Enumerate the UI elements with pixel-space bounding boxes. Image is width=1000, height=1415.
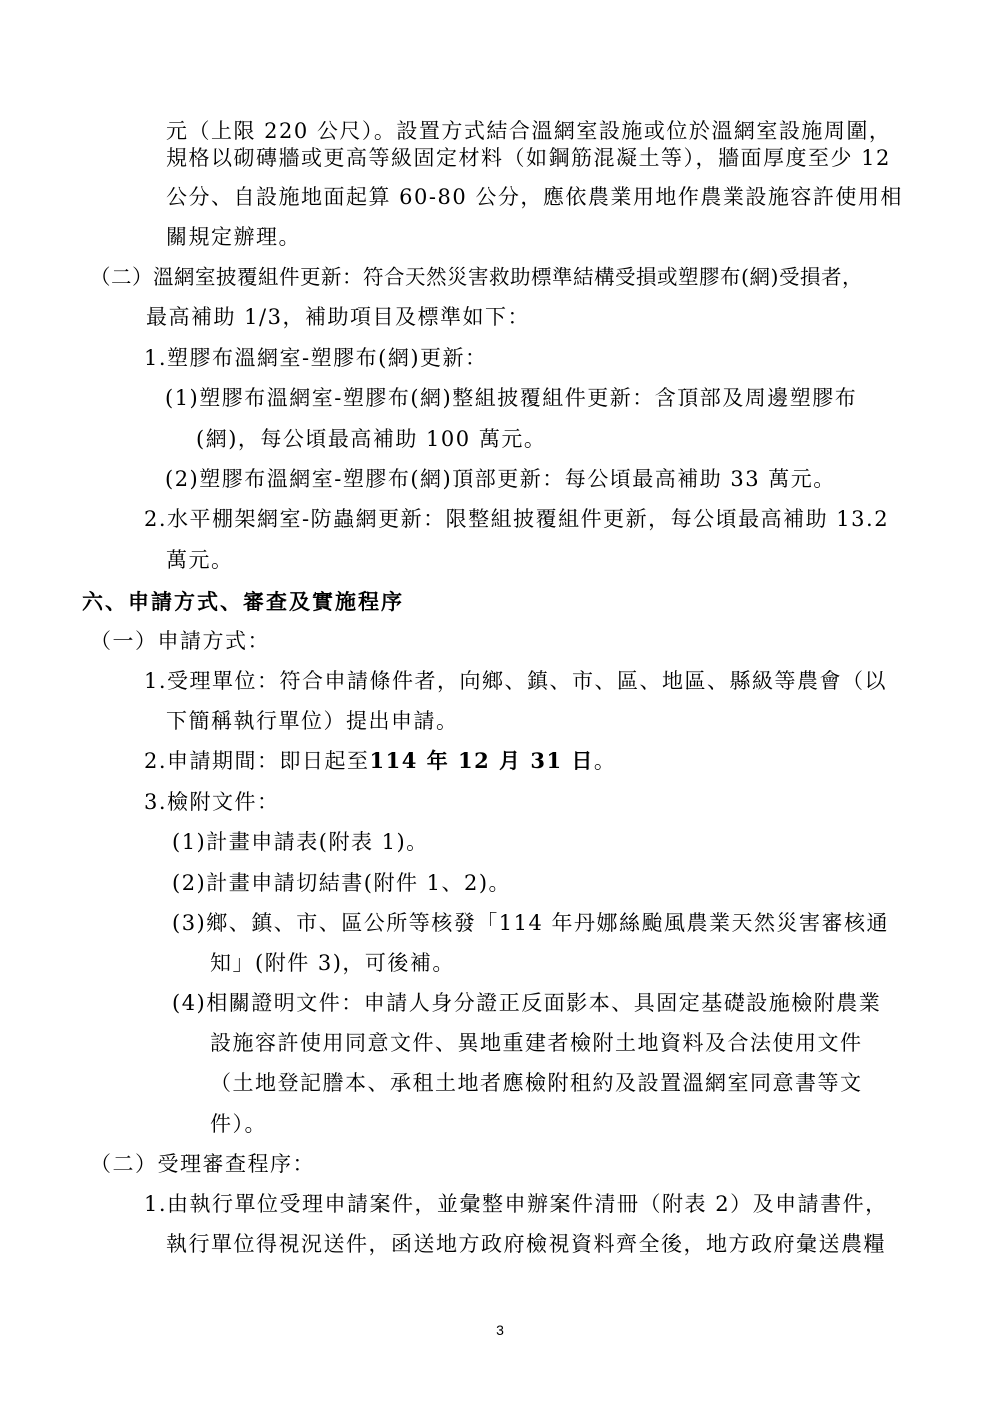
sub-list-item: (1)塑膠布溫網室-塑膠布(網)整組披覆組件更新：含頂部及周邊塑膠布 <box>165 386 858 410</box>
text-span: 。 <box>593 749 617 773</box>
list-item: 1.塑膠布溫網室-塑膠布(網)更新： <box>144 346 488 370</box>
text-line: 元（上限 220 公尺）。設置方式結合溫網室設施或位於溫網室設施周圍， <box>166 119 892 143</box>
section-heading-2: （二）溫網室披覆組件更新：符合天然災害救助標準結構受損或塑膠布(網)受損者， <box>90 265 863 289</box>
text-span: 2.申請期間：即日起至 <box>144 749 370 773</box>
deadline-date: 114 年 12 月 31 日 <box>369 748 594 773</box>
text-line: 執行單位得視況送件，函送地方政府檢視資料齊全後，地方政府彙送農糧 <box>166 1232 886 1256</box>
list-item: 1.由執行單位受理申請案件，並彙整申辦案件清冊（附表 2）及申請書件， <box>144 1192 888 1216</box>
text-line: 規格以砌磚牆或更高等級固定材料（如鋼筋混凝土等），牆面厚度至少 12 <box>166 146 891 170</box>
sub-list-item: (2)計畫申請切結書(附件 1、2)。 <box>172 871 512 895</box>
sub-list-item: (2)塑膠布溫網室-塑膠布(網)頂部更新：每公頃最高補助 33 萬元。 <box>165 467 836 491</box>
list-item <box>144 746 616 776</box>
list-item: 1.受理單位：符合申請條件者，向鄉、鎮、市、區、地區、縣級等農會（以 <box>144 669 888 693</box>
text-line: 關規定辦理。 <box>166 225 301 249</box>
sub-list-item: (1)計畫申請表(附表 1)。 <box>172 830 429 854</box>
sub-list-item: (3)鄉、鎮、市、區公所等核發「114 年丹娜絲颱風農業天然災害審核通 <box>172 911 890 935</box>
page-number: 3 <box>496 1322 504 1338</box>
text-line: （土地登記謄本、承租土地者應檢附租約及設置溫網室同意書等文 <box>210 1071 863 1095</box>
sub-list-item: (4)相關證明文件：申請人身分證正反面影本、具固定基礎設施檢附農業 <box>172 991 882 1015</box>
section-heading-1: （一）申請方式： <box>90 629 270 653</box>
list-item: 2.水平棚架網室-防蟲網更新：限整組披覆組件更新，每公頃最高補助 13.2 <box>144 507 890 531</box>
text-line: 公分、自設施地面起算 60-80 公分，應依農業用地作農業設施容許使用相 <box>166 185 903 209</box>
text-line: (網)，每公頃最高補助 100 萬元。 <box>196 427 547 451</box>
text-line: 設施容許使用同意文件、異地重建者檢附土地資料及合法使用文件 <box>210 1031 863 1055</box>
section-heading-2: （二）受理審查程序： <box>90 1152 315 1176</box>
list-item: 3.檢附文件： <box>144 790 280 814</box>
text-line: 件）。 <box>210 1112 267 1136</box>
text-line: 最高補助 1/3，補助項目及標準如下： <box>146 305 530 329</box>
chapter-heading: 六、申請方式、審查及實施程序 <box>82 590 404 614</box>
text-line: 知」(附件 3)，可後補。 <box>210 951 455 975</box>
text-line: 下簡稱執行單位）提出申請。 <box>166 709 459 733</box>
text-line: 萬元。 <box>166 548 234 572</box>
